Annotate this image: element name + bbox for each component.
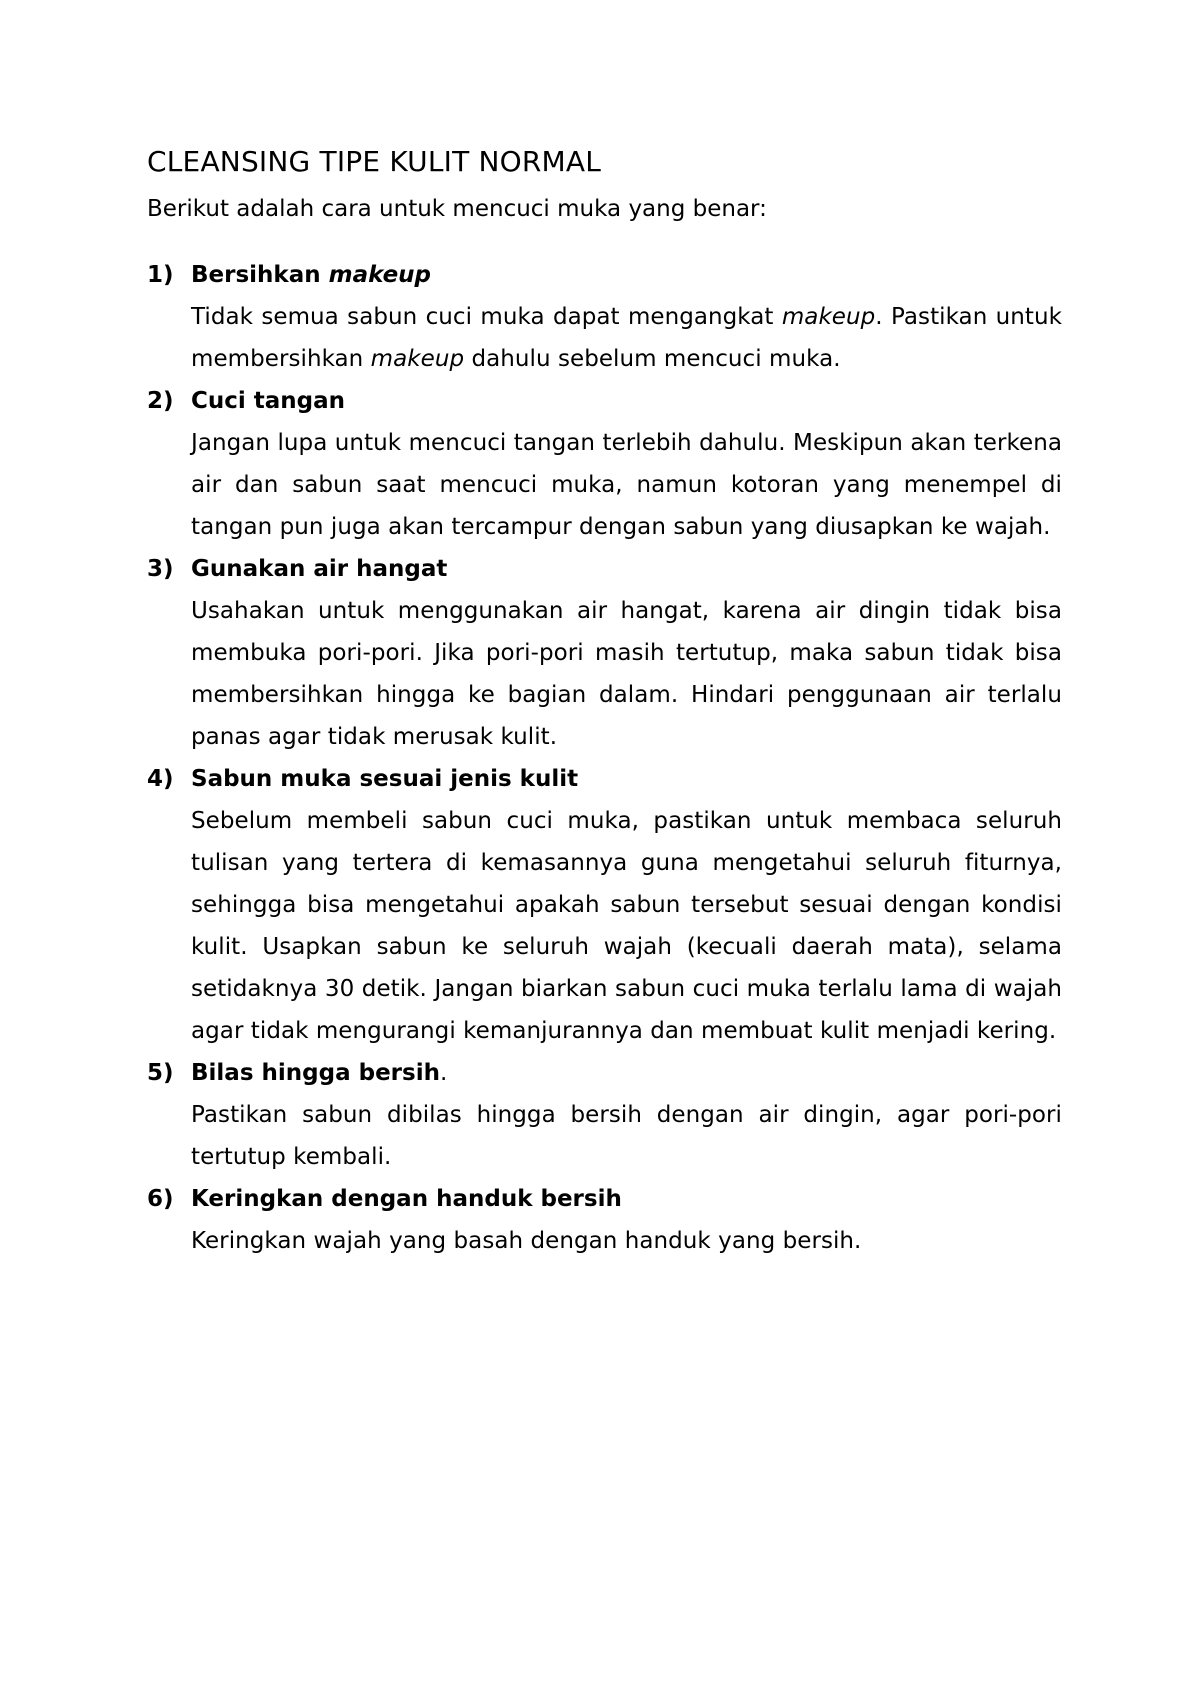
step-body xyxy=(191,590,1062,758)
step-title-text: Bilas hingga bersih xyxy=(191,1060,440,1086)
step-title xyxy=(191,254,1062,296)
list-item xyxy=(147,758,1062,1052)
step-body-text: Usahakan untuk menggunakan air hangat, karena air dingin tidak bisa membuka pori-pori. Jika pori-pori masih tertutup, maka sabun tidak bisa membersihkan hingga ke bagian dalam. Hindari penggunaan air terlalu panas agar tidak merusak kulit. xyxy=(191,598,1062,750)
step-body-italic: makeup xyxy=(370,346,465,372)
step-title-text: Bersihkan xyxy=(191,262,329,288)
step-title-text: Keringkan dengan handuk bersih xyxy=(191,1186,622,1212)
step-body-text: Jangan lupa untuk mencuci tangan terlebih dahulu. Meskipun akan terkena air dan sabun saat mencuci muka, namun kotoran yang menempel di tangan pun juga akan tercampur dengan sabun yang diusapkan ke wajah. xyxy=(191,430,1062,540)
step-number: 5) xyxy=(147,1060,174,1086)
step-body-text: dahulu sebelum mencuci muka. xyxy=(464,346,841,372)
step-title xyxy=(191,548,1062,590)
step-body xyxy=(191,1220,1062,1262)
step-body-text: Pastikan sabun dibilas hingga bersih dengan air dingin, agar pori-pori tertutup kembali. xyxy=(191,1102,1062,1170)
step-title xyxy=(191,758,1062,800)
step-title xyxy=(191,1178,1062,1220)
step-body xyxy=(191,1094,1062,1178)
step-body-text: Sebelum membeli sabun cuci muka, pastikan untuk membaca seluruh tulisan yang tertera di kemasannya guna mengetahui seluruh fiturnya, sehingga bisa mengetahui apakah sabun tersebut sesuai dengan kondisi kulit. Usapkan sabun ke seluruh wajah (kecuali daerah mata), selama setidaknya 30 detik. Jangan biarkan sabun cuci muka terlalu lama di wajah agar tidak mengurangi kemanjurannya dan membuat kulit menjadi kering. xyxy=(191,808,1062,1044)
step-title-text: Sabun muka sesuai jenis kulit xyxy=(191,766,579,792)
step-number: 1) xyxy=(147,262,174,288)
step-title-text: Cuci tangan xyxy=(191,388,346,414)
document-intro: Berikut adalah cara untuk mencuci muka yang benar: xyxy=(147,196,767,222)
step-number: 2) xyxy=(147,388,174,414)
step-body xyxy=(191,422,1062,548)
step-title xyxy=(191,380,1062,422)
document-page xyxy=(147,140,1062,1262)
step-body-text: Tidak semua sabun cuci muka dapat mengangkat xyxy=(191,304,782,330)
step-body-text: . Pastikan untuk membersihkan xyxy=(191,304,1062,372)
list-item xyxy=(147,380,1062,548)
step-number: 4) xyxy=(147,766,174,792)
list-item xyxy=(147,548,1062,758)
step-title xyxy=(191,1052,1062,1094)
list-item xyxy=(147,1052,1062,1178)
step-title-italic: makeup xyxy=(328,262,432,288)
steps-list xyxy=(147,254,1062,1262)
list-item xyxy=(147,254,1062,380)
step-number: 3) xyxy=(147,556,174,582)
step-title-suffix: . xyxy=(439,1060,448,1086)
list-item xyxy=(147,1178,1062,1262)
step-body xyxy=(191,800,1062,1052)
step-body-text: Keringkan wajah yang basah dengan handuk yang bersih. xyxy=(191,1228,862,1254)
document-title: CLEANSING TIPE KULIT NORMAL xyxy=(147,145,602,178)
step-number: 6) xyxy=(147,1186,174,1212)
step-title-text: Gunakan air hangat xyxy=(191,556,448,582)
step-body xyxy=(191,296,1062,380)
step-body-italic: makeup xyxy=(781,304,876,330)
